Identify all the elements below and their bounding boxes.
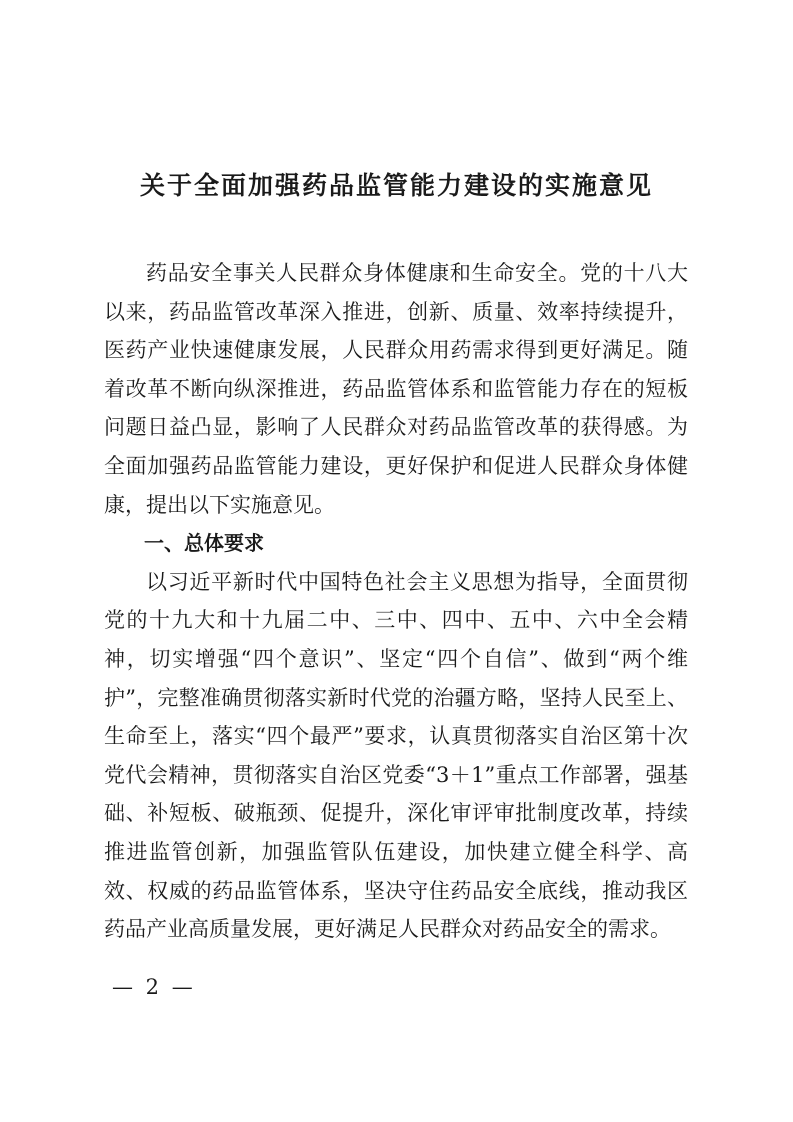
document-title: 关于全面加强药品监管能力建设的实施意见 [139, 171, 653, 200]
section-paragraph: 以习近平新时代中国特色社会主义思想为指导，全面贯彻党的十九大和十九届二中、三中、四中、五中、六中全会精神，切实增强“四个意识”、坚定“四个自信”、做到“两个维护”，完整准确贯彻落实新时代党的治疆方略，坚持人民至上、生命至上，落实“四个最严”要求，认真贯彻落实自治区第十次党代会精神，贯彻落实自治区党委“3＋1”重点工作部署，强基础、补短板、破瓶颈、促提升，深化审评审批制度改革，持续推进监管创新，加强监管队伍建设，加快建立健全科学、高效、权威的药品监管体系，坚决守住药品安全底线，推动我区药品产业高质量发展，更好满足人民群众对药品安全的需求。 [104, 569, 688, 942]
page-number: — 2 — [112, 975, 196, 999]
section-heading: 一、总体要求 [144, 531, 264, 556]
document-body [104, 254, 688, 949]
intro-paragraph: 药品安全事关人民群众身体健康和生命安全。党的十八大以来，药品监管改革深入推进，创新、质量、效率持续提升，医药产业快速健康发展，人民群众用药需求得到更好满足。随着改革不断向纵深推进，药品监管体系和监管能力存在的短板问题日益凸显，影响了人民群众对药品监管改革的获得感。为全面加强药品监管能力建设，更好保护和促进人民群众身体健康，提出以下实施意见。 [104, 261, 688, 517]
